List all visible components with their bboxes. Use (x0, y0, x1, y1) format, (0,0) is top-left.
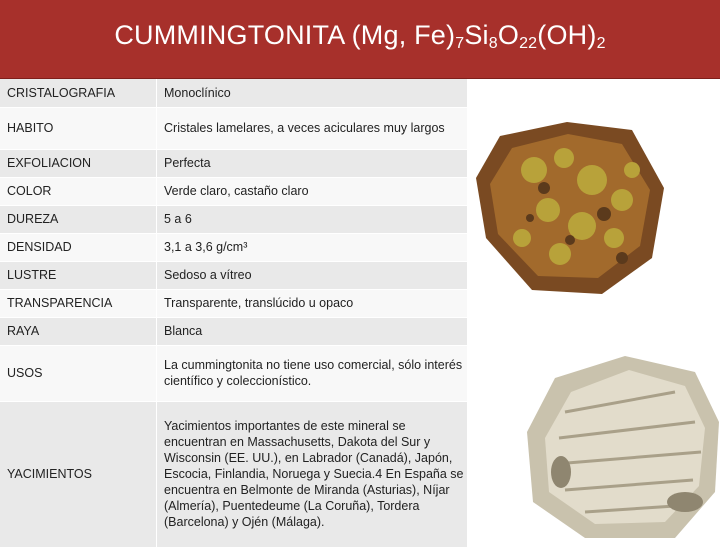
property-name: COLOR (0, 177, 157, 205)
slide-title (0, 20, 720, 51)
title-subscript: 2 (596, 35, 606, 52)
property-value: Transparente, translúcido u opaco (157, 289, 468, 317)
title-banner (0, 0, 720, 79)
table-row (0, 233, 467, 261)
property-name: DUREZA (0, 205, 157, 233)
title-subscript: 7 (455, 35, 465, 52)
table-row (0, 401, 467, 547)
property-name: RAYA (0, 317, 157, 345)
title-part-name: CUMMINGTONITA (Mg, Fe) (114, 20, 456, 50)
title-part-o: O (497, 20, 520, 50)
property-value: Sedoso a vítreo (157, 261, 468, 289)
table-row (0, 317, 467, 345)
property-name: LUSTRE (0, 261, 157, 289)
property-name: DENSIDAD (0, 233, 157, 261)
property-name: TRANSPARENCIA (0, 289, 157, 317)
property-value: 5 a 6 (157, 205, 468, 233)
table-row (0, 205, 467, 233)
table-row (0, 177, 467, 205)
property-value: Cristales lamelares, a veces aciculares muy largos (157, 107, 468, 149)
title-part-oh: (OH) (537, 20, 597, 50)
property-value: Yacimientos importantes de este mineral se encuentran en Massachusetts, Dakota del Sur y Wisconsin (EE. UU.), en Labrador (Canadá), Japón, Escocia, Finlandia, Noruega y Suecia.4 En España se encuentra en Belmonte de Miranda (Asturias), Níjar (Almería), Puentedeume (La Coruña), Tordera (Barcelona) y Ojén (Málaga). (157, 401, 468, 547)
table-row (0, 345, 467, 401)
title-subscript: 22 (519, 35, 538, 52)
property-value: Verde claro, castaño claro (157, 177, 468, 205)
mineral-specimen-image (472, 118, 672, 298)
property-value: Monoclínico (157, 79, 468, 107)
mineral-specimen-photo-1 (472, 118, 672, 298)
mineral-specimen-image (525, 352, 720, 540)
property-value: Perfecta (157, 149, 468, 177)
title-subscript: 8 (488, 35, 498, 52)
property-name: YACIMIENTOS (0, 401, 157, 547)
table-row (0, 79, 467, 107)
property-name: USOS (0, 345, 157, 401)
table-row (0, 289, 467, 317)
table-row (0, 261, 467, 289)
property-value: Blanca (157, 317, 468, 345)
property-value: La cummingtonita no tiene uso comercial, sólo interés científico y coleccionístico. (157, 345, 468, 401)
property-value: 3,1 a 3,6 g/cm³ (157, 233, 468, 261)
table-row (0, 107, 467, 149)
property-name: HABITO (0, 107, 157, 149)
property-name: EXFOLIACION (0, 149, 157, 177)
title-part-si: Si (464, 20, 489, 50)
property-name: CRISTALOGRAFIA (0, 79, 157, 107)
mineral-specimen-photo-2 (525, 352, 720, 540)
table-row (0, 149, 467, 177)
properties-table (0, 79, 467, 548)
